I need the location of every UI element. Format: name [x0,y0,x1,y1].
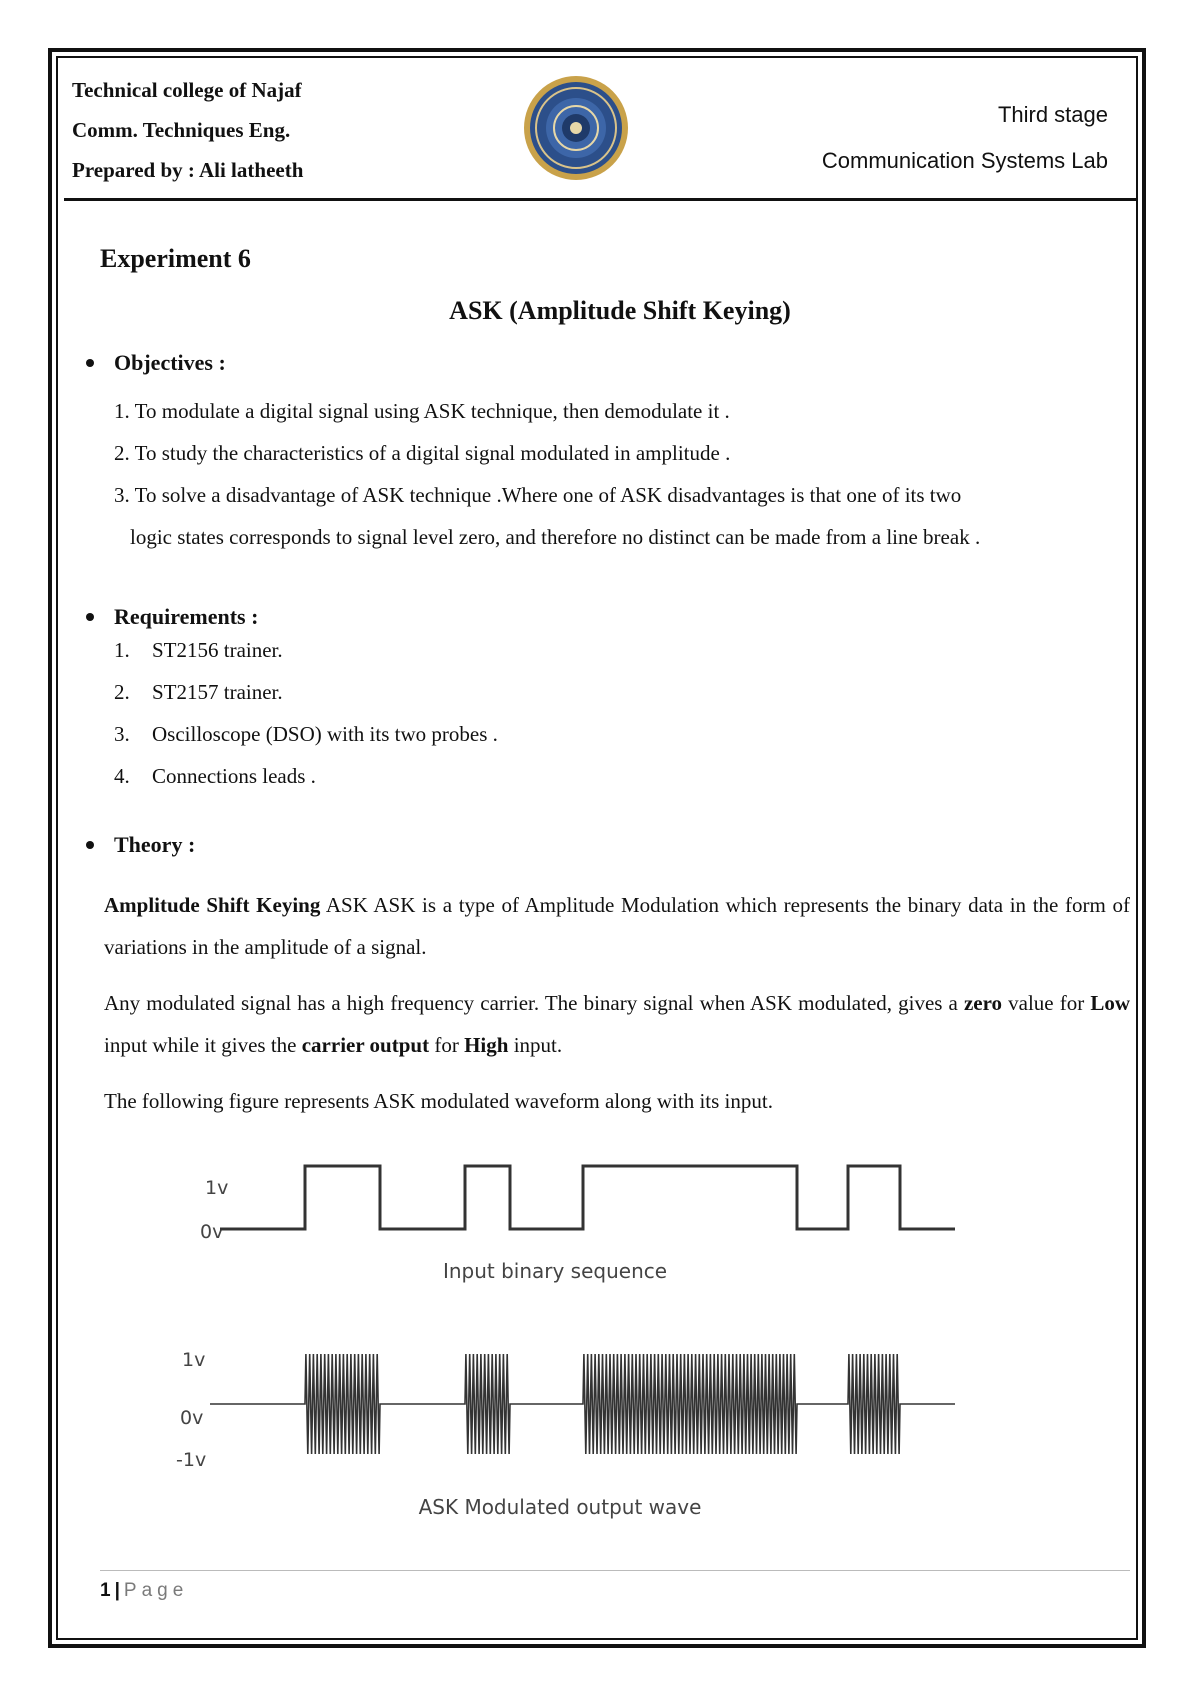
output-zero-label: 0v [180,1407,204,1429]
theory-paragraph: Any modulated signal has a high frequency carrier. The binary signal when ASK modulated, gives a zero value for Low input while it gives the carrier output for High input. [104,991,1130,1057]
bullet-icon [86,841,94,849]
header-lab: Communication Systems Lab [821,148,1108,173]
bullet-icon [86,613,94,621]
footer-separator: | [114,1580,120,1601]
objectives-heading: Objectives : [86,350,226,376]
list-item: 3. To solve a disadvantage of ASK technique .Where one of ASK disadvantages is that one of its two [114,483,962,507]
input-caption: Input binary sequence [442,1259,668,1283]
theory-body [104,884,1130,1136]
page-label: Page [123,1580,189,1601]
objectives-list [114,390,1124,558]
input-low-label: 0v [200,1221,224,1243]
experiment-number: Experiment 6 [100,244,251,273]
header-stage: Third stage [997,102,1108,127]
page-footer [100,1580,188,1602]
input-high-label: 1v [205,1177,229,1199]
list-item: 2. ST2157 trainer. [114,680,283,704]
theory-paragraph: Amplitude Shift Keying ASK ASK is a type of Amplitude Modulation which represents the binary data in the form of variations in the amplitude of a signal. [104,893,1131,959]
header-department: Comm. Techniques Eng. [72,118,291,142]
output-negative-label: -1v [176,1449,207,1471]
document-title: ASK (Amplitude Shift Keying) [449,296,791,325]
list-item: 1. To modulate a digital signal using ASK technique, then demodulate it . [114,399,730,423]
list-item: 1. ST2156 trainer. [114,638,283,662]
page-number: 1 [100,1580,111,1601]
footer-divider [100,1570,1130,1571]
list-item: 2. To study the characteristics of a digital signal modulated in amplitude . [114,441,731,465]
requirements-list [114,629,498,797]
header-author: Prepared by : Ali latheeth [72,158,304,182]
header-divider [64,198,1138,201]
input-binary-waveform [220,1166,955,1229]
ask-modulated-waveform [210,1354,955,1454]
college-seal-logo [522,74,630,182]
list-item: 4. Connections leads . [114,764,316,788]
theory-paragraph: The following figure represents ASK modulated waveform along with its input. [104,1089,773,1113]
theory-heading: Theory : [86,832,195,858]
requirements-heading: Requirements : [86,604,258,630]
output-high-label: 1v [182,1349,206,1371]
header-institution [72,70,303,190]
ask-waveform-figure [170,1150,1020,1530]
list-item-continuation: logic states corresponds to signal level zero, and therefore no distinct can be made from a line break . [130,525,981,549]
header-course [822,92,1108,184]
list-item: 3. Oscilloscope (DSO) with its two probes . [114,722,498,746]
output-caption: ASK Modulated output wave [418,1495,702,1519]
header-college: Technical college of Najaf [72,78,302,102]
bullet-icon [86,359,94,367]
